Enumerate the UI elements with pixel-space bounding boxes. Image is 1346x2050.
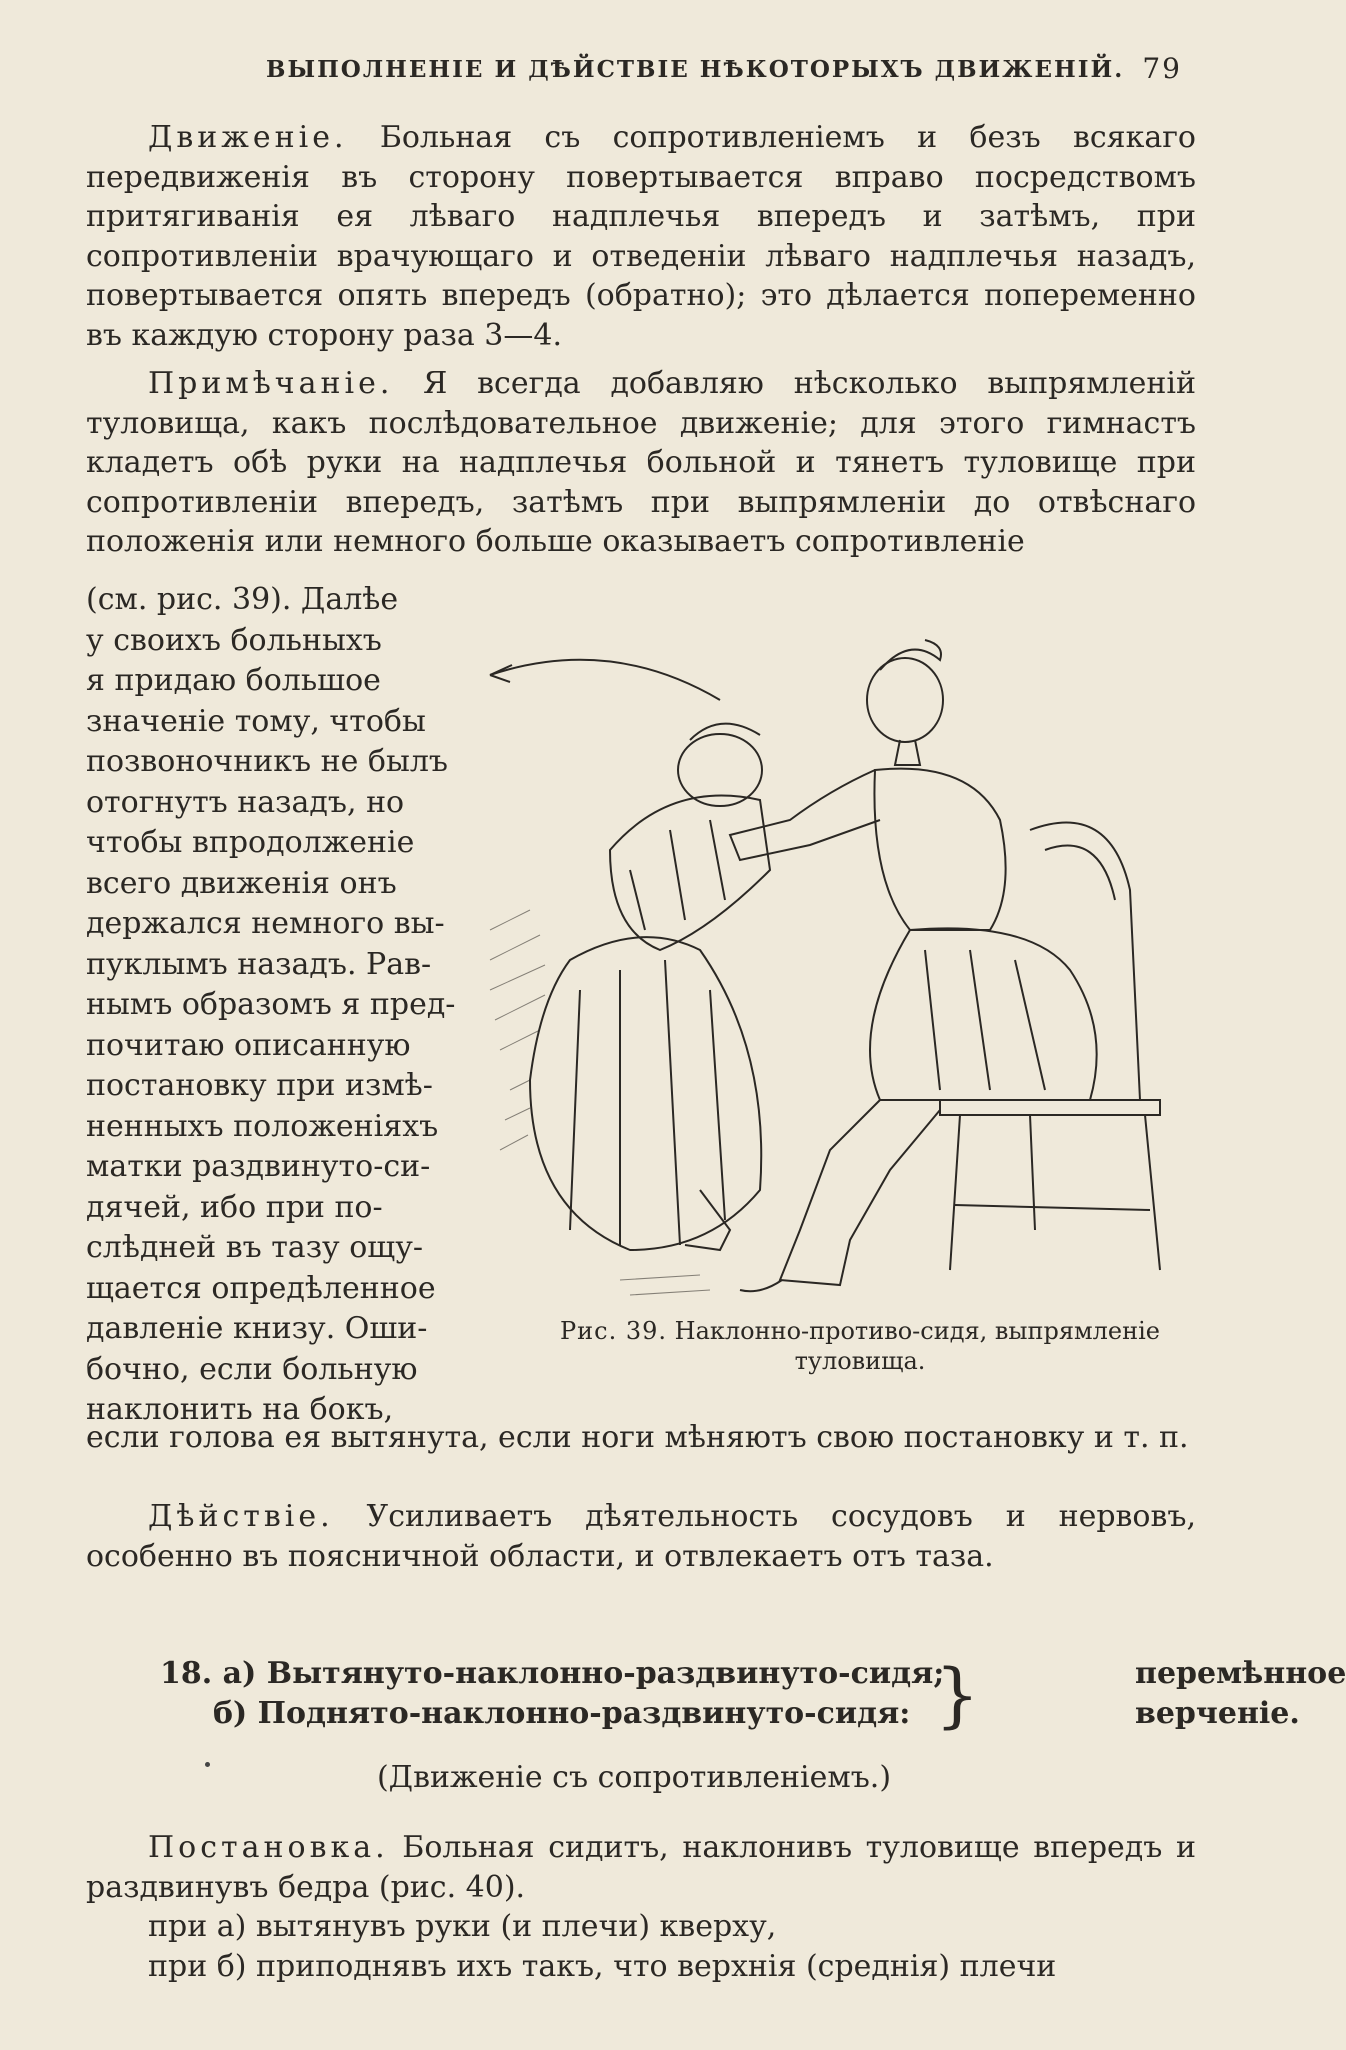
heading-line-b: б) Поднято-наклонно-раздвинуто-сидя: <box>213 1696 911 1731</box>
text-line: слѣдней въ тазу ощу- <box>86 1230 423 1265</box>
text-line: постановку при измѣ- <box>86 1068 433 1103</box>
text-line: у своихъ больныхъ <box>86 622 382 658</box>
paragraph-movement <box>86 118 1196 355</box>
arrow-head-icon <box>490 665 512 682</box>
background-hatching <box>490 910 710 1295</box>
text-line: всего движенія онъ <box>86 865 397 901</box>
ink-speck <box>205 1762 210 1767</box>
text-line: щается опредѣленное <box>86 1270 436 1306</box>
chair-icon <box>940 823 1160 1271</box>
text-line: пуклымъ назадъ. Рав- <box>86 946 432 982</box>
section-subtitle: (Движеніе съ сопротивленіемъ.) <box>376 1760 892 1795</box>
brace-label-top: перемѣнное <box>1135 1656 1346 1691</box>
heading-line-a: 18. а) Вытянуто-наклонно-раздвинуто-сидя; <box>160 1656 945 1691</box>
text-line: дячей, ибо при по- <box>86 1189 383 1225</box>
paragraph-note <box>86 364 1196 562</box>
paragraph-lead: Постановка. <box>148 1830 389 1865</box>
paragraph-text: Я всегда добавляю нѣсколько выпрямленій туловища, какъ послѣдовательное движеніе; для этого гимнастъ кладетъ обѣ руки на надплечья больной и тянетъ туловище при сопротивленіи впередъ, затѣмъ при выпрямленіи до отвѣснаго положенія или немного больше оказываетъ сопротивленіе <box>86 366 1196 559</box>
paragraph-text: Больная съ сопротивленіемъ и безъ всякаго передвиженія въ сторону повертывается вправо посредствомъ притягиванія ея лѣваго надплечья впередъ и затѣмъ, при сопротивленіи врачующаго и отведеніи лѣваго надплечья назадъ, повертывается опять впередъ (обратно); это дѣлается попеременно въ каждую сторону раза 3—4. <box>86 120 1196 353</box>
text-line: держался немного вы- <box>86 906 445 941</box>
page-number: 79 <box>1142 52 1182 85</box>
paragraph-text: Усиливаетъ дѣятельность сосудовъ и нервовъ, особенно въ поясничной области, и отвлекаетъ отъ таза. <box>86 1499 1196 1574</box>
text-line: чтобы впродолженіе <box>86 825 415 860</box>
paragraph-text: если голова ея вытянута, если ноги мѣняютъ свою постановку и т. п. <box>86 1420 1189 1455</box>
text-line: я придаю большое <box>86 663 381 698</box>
text-line: отогнутъ назадъ, но <box>86 784 405 820</box>
wrapped-text-column <box>86 580 456 1431</box>
paragraph-line: при б) приподнявъ ихъ такъ, что верхнія (среднія) плечи <box>148 1948 1057 1984</box>
curly-brace-icon: } <box>935 1654 980 1736</box>
paragraph-line: при а) вытянувъ руки (и плечи) кверху, <box>148 1909 777 1944</box>
motion-arrow-arc <box>490 660 720 700</box>
paragraph-text: Больная сидитъ, наклонивъ туловище впередъ и раздвинувъ бедра (рис. 40). <box>86 1830 1196 1905</box>
text-line: наклонить на бокъ, <box>86 1392 394 1427</box>
paragraph-position <box>86 1828 1196 1986</box>
paragraph-note-end <box>86 1418 1196 1458</box>
text-line: бочно, если больную <box>86 1351 418 1387</box>
paragraph-lead: Дѣйствіе. <box>148 1499 334 1534</box>
page-header <box>86 48 1182 88</box>
figure-caption <box>515 1316 1205 1376</box>
text-line: (см. рис. 39). Далѣе <box>86 582 399 617</box>
text-line: нымъ образомъ я пред- <box>86 987 456 1022</box>
brace-label-bottom: верченіе. <box>1135 1696 1300 1731</box>
text-line: давленіе книзу. Оши- <box>86 1311 428 1346</box>
text-line: позвоночникъ не былъ <box>86 744 448 779</box>
paragraph-lead: Движеніе. <box>148 120 348 155</box>
caption-number: Рис. 39. <box>559 1317 667 1345</box>
text-line: почитаю описанную <box>86 1027 411 1063</box>
caption-text: Наклонно-противо-сидя, выпрямленіе туловища. <box>674 1317 1160 1375</box>
text-line: ненныхъ положеніяхъ <box>86 1108 439 1144</box>
illustration-figure-39 <box>470 630 1210 1310</box>
patient-figure <box>530 724 770 1250</box>
gymnast-figure <box>730 640 1097 1291</box>
paragraph-lead: Примѣчаніе. <box>148 366 394 401</box>
paragraph-effect <box>86 1497 1196 1576</box>
text-line: значеніе тому, чтобы <box>86 703 426 739</box>
running-title: ВЫПОЛНЕНІЕ И ДѢЙСТВІЕ НѢКОТОРЫХЪ ДВИЖЕНІЙ. <box>266 56 1125 83</box>
text-line: матки раздвинуто-си- <box>86 1149 431 1184</box>
